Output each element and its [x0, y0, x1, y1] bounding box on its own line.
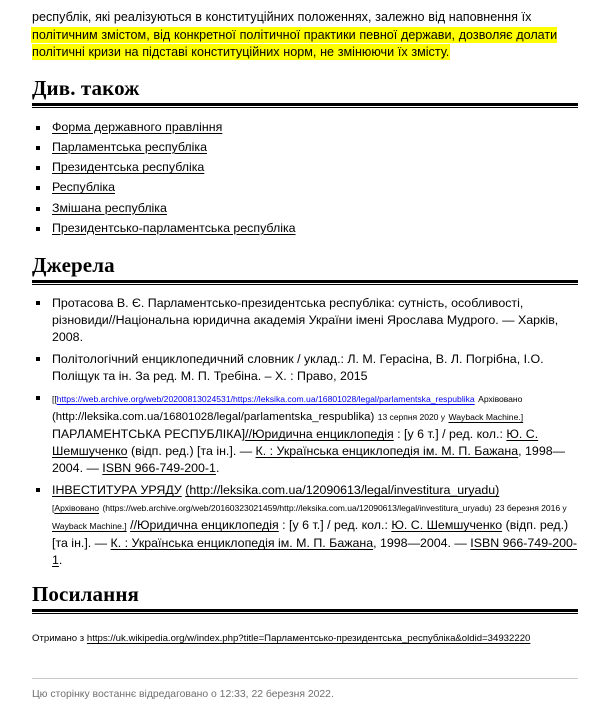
investytura-place-link[interactable]: К. [110, 536, 122, 551]
source-title: ПАРЛАМЕНТСЬКА РЕСПУБЛІКА] [52, 427, 246, 442]
see-also-link-3[interactable]: Республіка [52, 180, 115, 195]
sources-heading: Джерела [32, 253, 115, 278]
list-item [32, 351, 578, 385]
volumes-text: : [у 6 т.] / ред. кол.: [393, 427, 507, 442]
see-also-heading: Див. також [32, 75, 140, 100]
sources-list [32, 295, 578, 569]
lead-paragraph [32, 0, 578, 62]
list-item [32, 200, 578, 218]
investytura-isbn-link[interactable]: ISBN 966-749-200-1 [52, 536, 578, 568]
investytura-publication-link[interactable]: //Юридична енциклопедія [130, 518, 279, 533]
list-item [32, 139, 578, 157]
list-item [32, 295, 578, 346]
investytura-source-url[interactable]: (http://leksika.com.ua/12090613/legal/investitura_uryadu) [185, 483, 500, 498]
retrieved-from [32, 632, 578, 645]
investytura-editor-note: (відп. ред.) [та ін.]. — [52, 518, 569, 551]
article-content [32, 0, 578, 646]
sources-heading-rule [32, 280, 578, 285]
last-edited-text: Цю сторінку востаннє відредаговано о 12:33, 22 березня 2022. [32, 689, 334, 700]
see-also-section [32, 76, 578, 108]
retrieved-url-link[interactable]: https://uk.wikipedia.org/w/index.php?title=Парламентсько-президентська_республіка&oldid=34932220 [86, 633, 531, 645]
open-brackets: [[ [52, 394, 57, 405]
see-also-link-0[interactable]: Форма державного правління [52, 119, 223, 134]
links-heading: Посилання [32, 582, 139, 607]
editor-note: (відп. ред.) [та ін.]. — [127, 444, 256, 459]
investytura-volumes-text: : [у 6 т.] / ред. кол.: [278, 518, 392, 533]
isbn-tail: . [215, 461, 220, 476]
source-text-slovnyk: Політологічний енциклопедичний словник / уклад.: Л. М. Герасіна, В. Л. Погрібна, І.О. Поліщук та ін. За ред. М. П. Требіна. – Х. : Право, 2015 [52, 352, 544, 384]
see-also-list [32, 119, 578, 238]
sources-section [32, 253, 578, 285]
years-text: , 1998—2004. — [52, 444, 565, 476]
links-section [32, 582, 578, 614]
see-also-link-2[interactable]: Президентська республіка [52, 160, 205, 175]
investytura-title-link[interactable]: ІНВЕСТИТУРА УРЯДУ [52, 483, 182, 498]
publisher-link[interactable]: : Українська енциклопедія ім. М. П. Бажана [266, 444, 519, 459]
wayback-machine-label[interactable]: Wayback Machine.] [448, 412, 524, 423]
list-item [32, 159, 578, 177]
list-item [32, 390, 578, 477]
source-url: (http://leksika.com.ua/16801028/legal/parlamentska_respublika) [52, 411, 375, 424]
investytura-archived-label[interactable]: Архівовано [54, 503, 99, 514]
see-also-link-1[interactable]: Парламентська республіка [52, 139, 207, 154]
see-also-link-5[interactable]: Президентсько-парламентська республіка [52, 220, 296, 235]
investytura-wayback-label[interactable]: Wayback Machine.] [52, 521, 127, 532]
archived-open-bracket: [ [52, 503, 55, 514]
investytura-isbn-tail: . [58, 553, 63, 568]
investytura-years-text: , 1998—2004. — [373, 536, 471, 551]
list-item [32, 119, 578, 137]
highlighted-text: політичним змістом, від конкретної політичної практики певної держави, дозволяє долати політичні кризи на підставі конституційних норм, не змінюючи їх змісту. [32, 27, 558, 60]
list-item [32, 179, 578, 197]
publication-link[interactable]: //Юридична енциклопедія [245, 427, 394, 442]
investytura-archive-date: 23 березня 2016 у [495, 503, 567, 514]
investytura-archive-url: (https://web.archive.org/web/20160323021459/http://leksika.com.ua/12090613/legal/investitura_uryadu) [102, 503, 492, 514]
investytura-editor-link[interactable]: Ю. С. Шемшученко [391, 518, 503, 533]
footer-divider [32, 678, 578, 679]
archived-label: Архівовано [478, 394, 523, 405]
see-also-link-4[interactable]: Змішана республіка [52, 200, 167, 215]
source-text-protasova: Протасова В. Є. Парламентсько-президентська республіка: сутність, особливості, різновиди//Національна юридична академія України імені Ярослава Мудрого. — Харків, 2008. [52, 296, 559, 345]
archive-url-link[interactable]: https://web.archive.org/web/20200813024531/https://leksika.com.ua/16801028/legal/parlamentska_respublika [56, 394, 475, 405]
archive-date: 13 серпня 2020 у [377, 412, 445, 423]
list-item [32, 220, 578, 238]
list-item [32, 482, 578, 569]
links-heading-rule [32, 609, 578, 614]
editor-link[interactable]: Ю. С. Шемшученко [52, 427, 539, 459]
isbn-link[interactable]: ISBN 966-749-200-1 [102, 461, 216, 476]
see-also-heading-rule [32, 103, 578, 108]
retrieved-prefix: Отримано з [32, 633, 87, 645]
place-link[interactable]: К. [255, 444, 267, 459]
lead-plain-text: республік, які реалізуються в конституційних положеннях, залежно від наповнення їх [32, 10, 532, 24]
investytura-publisher-link[interactable]: : Українська енциклопедія ім. М. П. Бажана [121, 536, 374, 551]
